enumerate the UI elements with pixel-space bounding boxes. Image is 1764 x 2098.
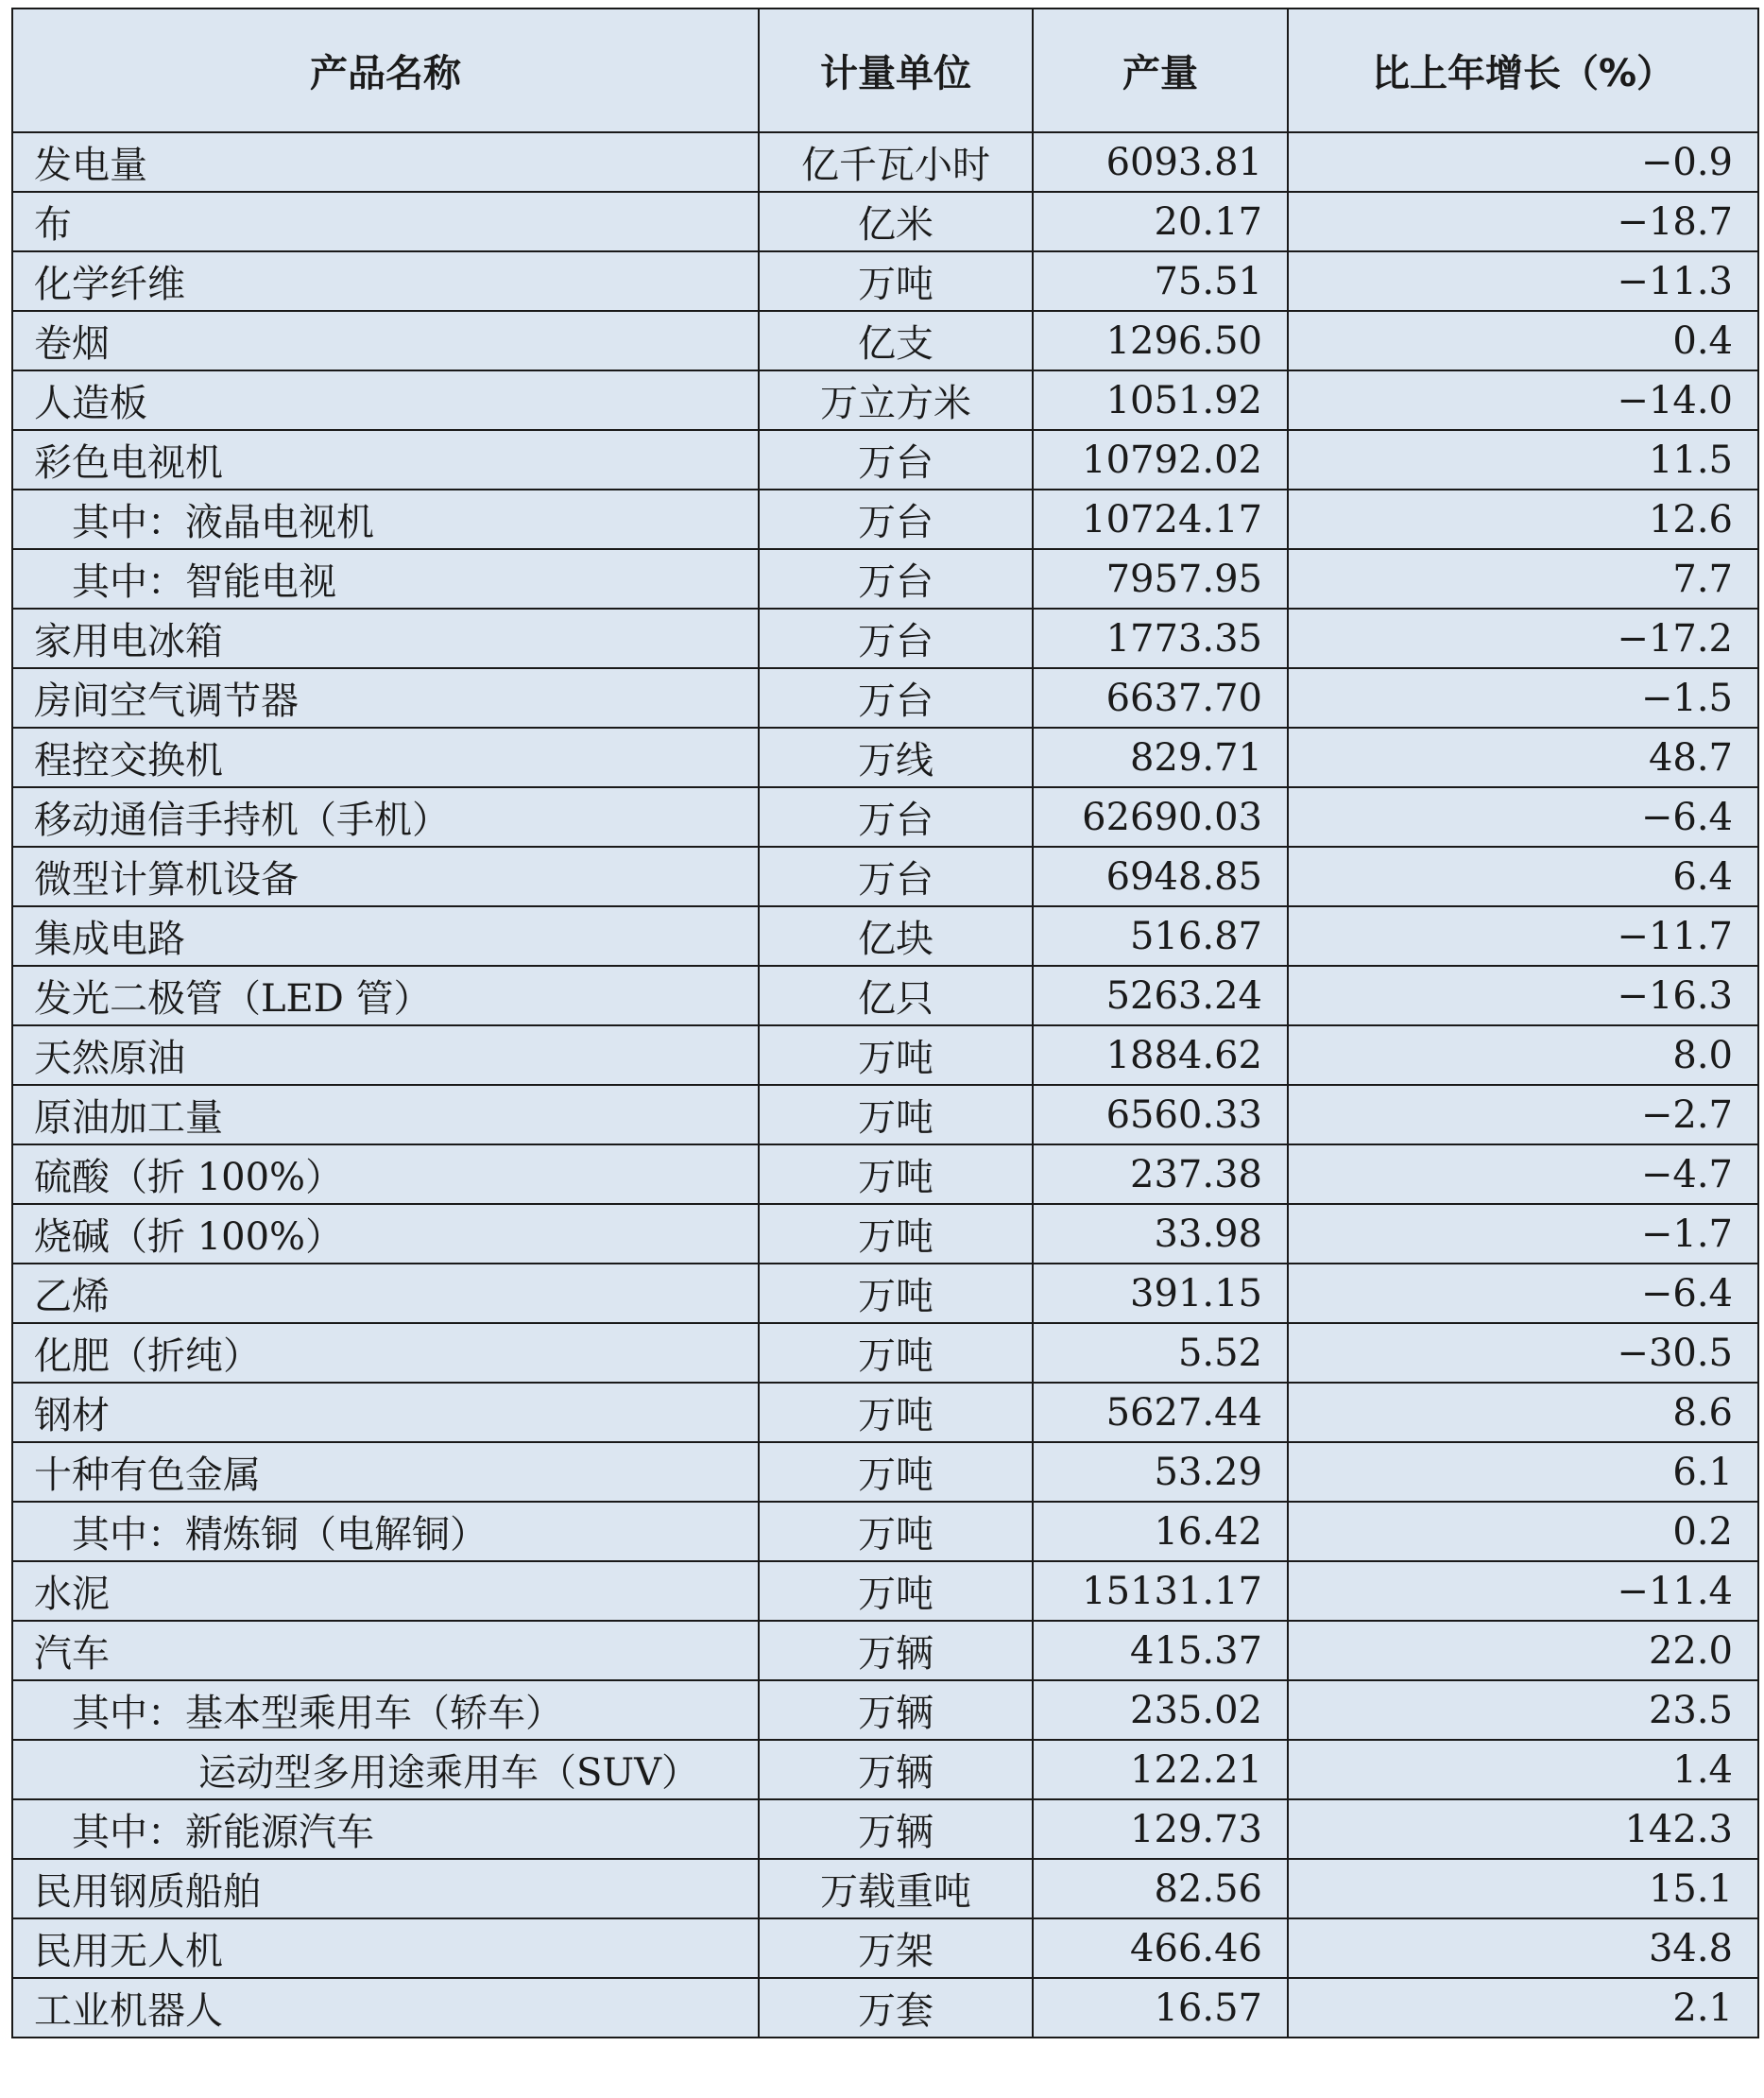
unit-cell: 万辆 (759, 1740, 1033, 1799)
unit-cell: 万台 (759, 668, 1033, 728)
table-body (12, 132, 1758, 2038)
growth-cell: 8.0 (1288, 1025, 1758, 1085)
growth-cell: 142.3 (1288, 1799, 1758, 1859)
growth-cell: −14.0 (1288, 370, 1758, 430)
output-cell: 5263.24 (1033, 966, 1288, 1025)
table-row (12, 1799, 1758, 1859)
table-row (12, 1025, 1758, 1085)
growth-cell: 22.0 (1288, 1621, 1758, 1680)
product-name-cell: 家用电冰箱 (12, 609, 759, 668)
unit-cell: 万吨 (759, 251, 1033, 311)
product-name-cell: 钢材 (12, 1383, 759, 1442)
table-row (12, 609, 1758, 668)
output-cell: 1773.35 (1033, 609, 1288, 668)
growth-cell: −1.7 (1288, 1204, 1758, 1264)
growth-cell: 1.4 (1288, 1740, 1758, 1799)
header-output: 产量 (1033, 9, 1288, 132)
table-row (12, 132, 1758, 192)
growth-cell: 11.5 (1288, 430, 1758, 490)
growth-cell: −6.4 (1288, 787, 1758, 847)
unit-cell: 万架 (759, 1918, 1033, 1978)
output-cell: 829.71 (1033, 728, 1288, 787)
header-unit: 计量单位 (759, 9, 1033, 132)
unit-cell: 亿支 (759, 311, 1033, 370)
product-name-cell: 民用无人机 (12, 1918, 759, 1978)
growth-cell: 2.1 (1288, 1978, 1758, 2038)
output-cell: 6560.33 (1033, 1085, 1288, 1144)
output-cell: 10792.02 (1033, 430, 1288, 490)
table-row (12, 847, 1758, 906)
growth-cell: 8.6 (1288, 1383, 1758, 1442)
table-row (12, 251, 1758, 311)
growth-cell: −4.7 (1288, 1144, 1758, 1204)
growth-cell: 48.7 (1288, 728, 1758, 787)
growth-cell: −6.4 (1288, 1264, 1758, 1323)
output-cell: 16.42 (1033, 1502, 1288, 1561)
output-cell: 235.02 (1033, 1680, 1288, 1740)
output-cell: 82.56 (1033, 1859, 1288, 1918)
product-name-cell: 乙烯 (12, 1264, 759, 1323)
table-header-row (12, 9, 1758, 132)
table-row (12, 966, 1758, 1025)
table-row (12, 1561, 1758, 1621)
output-cell: 7957.95 (1033, 549, 1288, 609)
unit-cell: 万吨 (759, 1204, 1033, 1264)
unit-cell: 万立方米 (759, 370, 1033, 430)
growth-cell: −11.3 (1288, 251, 1758, 311)
output-cell: 5.52 (1033, 1323, 1288, 1383)
product-name-cell: 彩色电视机 (12, 430, 759, 490)
product-name-cell: 移动通信手持机（手机） (12, 787, 759, 847)
product-name-cell: 卷烟 (12, 311, 759, 370)
product-name-cell: 工业机器人 (12, 1978, 759, 2038)
table-row (12, 549, 1758, 609)
output-cell: 1051.92 (1033, 370, 1288, 430)
unit-cell: 万吨 (759, 1144, 1033, 1204)
unit-cell: 万吨 (759, 1264, 1033, 1323)
unit-cell: 万辆 (759, 1680, 1033, 1740)
output-cell: 1296.50 (1033, 311, 1288, 370)
output-cell: 10724.17 (1033, 490, 1288, 549)
product-name-cell: 汽车 (12, 1621, 759, 1680)
table-row (12, 1442, 1758, 1502)
unit-cell: 万线 (759, 728, 1033, 787)
product-name-cell: 微型计算机设备 (12, 847, 759, 906)
unit-cell: 万吨 (759, 1502, 1033, 1561)
growth-cell: 34.8 (1288, 1918, 1758, 1978)
product-name-cell: 房间空气调节器 (12, 668, 759, 728)
table-row (12, 1144, 1758, 1204)
growth-cell: 12.6 (1288, 490, 1758, 549)
table-row (12, 1383, 1758, 1442)
growth-cell: −30.5 (1288, 1323, 1758, 1383)
growth-cell: −16.3 (1288, 966, 1758, 1025)
growth-cell: 23.5 (1288, 1680, 1758, 1740)
product-name-cell: 程控交换机 (12, 728, 759, 787)
growth-cell: −2.7 (1288, 1085, 1758, 1144)
output-cell: 5627.44 (1033, 1383, 1288, 1442)
unit-cell: 万台 (759, 490, 1033, 549)
unit-cell: 万辆 (759, 1621, 1033, 1680)
table-row (12, 430, 1758, 490)
table-row (12, 311, 1758, 370)
table-row (12, 1204, 1758, 1264)
unit-cell: 万台 (759, 549, 1033, 609)
growth-cell: −1.5 (1288, 668, 1758, 728)
growth-cell: 6.1 (1288, 1442, 1758, 1502)
output-cell: 62690.03 (1033, 787, 1288, 847)
unit-cell: 万吨 (759, 1323, 1033, 1383)
unit-cell: 亿块 (759, 906, 1033, 966)
output-cell: 6637.70 (1033, 668, 1288, 728)
output-cell: 75.51 (1033, 251, 1288, 311)
table-row (12, 490, 1758, 549)
unit-cell: 万套 (759, 1978, 1033, 2038)
table-row (12, 1680, 1758, 1740)
growth-cell: 0.4 (1288, 311, 1758, 370)
table-row (12, 1918, 1758, 1978)
output-cell: 415.37 (1033, 1621, 1288, 1680)
table-row (12, 1502, 1758, 1561)
product-name-cell: 运动型多用途乘用车（SUV） (12, 1740, 759, 1799)
table-row (12, 1859, 1758, 1918)
product-name-cell: 其中：精炼铜（电解铜） (12, 1502, 759, 1561)
unit-cell: 万台 (759, 430, 1033, 490)
table-row (12, 370, 1758, 430)
table-row (12, 728, 1758, 787)
output-cell: 6093.81 (1033, 132, 1288, 192)
table-row (12, 1740, 1758, 1799)
output-cell: 122.21 (1033, 1740, 1288, 1799)
growth-cell: 15.1 (1288, 1859, 1758, 1918)
product-name-cell: 布 (12, 192, 759, 251)
growth-cell: −0.9 (1288, 132, 1758, 192)
unit-cell: 亿米 (759, 192, 1033, 251)
unit-cell: 万载重吨 (759, 1859, 1033, 1918)
product-name-cell: 硫酸（折 100%） (12, 1144, 759, 1204)
table-row (12, 192, 1758, 251)
growth-cell: 6.4 (1288, 847, 1758, 906)
product-name-cell: 水泥 (12, 1561, 759, 1621)
product-name-cell: 发电量 (12, 132, 759, 192)
product-name-cell: 人造板 (12, 370, 759, 430)
growth-cell: −11.4 (1288, 1561, 1758, 1621)
output-cell: 129.73 (1033, 1799, 1288, 1859)
output-cell: 466.46 (1033, 1918, 1288, 1978)
product-name-cell: 化肥（折纯） (12, 1323, 759, 1383)
growth-cell: 7.7 (1288, 549, 1758, 609)
header-product-name: 产品名称 (12, 9, 759, 132)
product-output-table (11, 8, 1759, 2038)
unit-cell: 万台 (759, 609, 1033, 668)
unit-cell: 亿千瓦小时 (759, 132, 1033, 192)
unit-cell: 万吨 (759, 1442, 1033, 1502)
output-cell: 15131.17 (1033, 1561, 1288, 1621)
growth-cell: 0.2 (1288, 1502, 1758, 1561)
output-cell: 53.29 (1033, 1442, 1288, 1502)
product-name-cell: 其中：基本型乘用车（轿车） (12, 1680, 759, 1740)
table-row (12, 668, 1758, 728)
product-name-cell: 集成电路 (12, 906, 759, 966)
output-cell: 20.17 (1033, 192, 1288, 251)
growth-cell: −17.2 (1288, 609, 1758, 668)
growth-cell: −11.7 (1288, 906, 1758, 966)
unit-cell: 万台 (759, 847, 1033, 906)
product-name-cell: 原油加工量 (12, 1085, 759, 1144)
product-name-cell: 民用钢质船舶 (12, 1859, 759, 1918)
unit-cell: 万辆 (759, 1799, 1033, 1859)
table-row (12, 787, 1758, 847)
output-cell: 391.15 (1033, 1264, 1288, 1323)
output-cell: 516.87 (1033, 906, 1288, 966)
product-name-cell: 发光二极管（LED 管） (12, 966, 759, 1025)
unit-cell: 万台 (759, 787, 1033, 847)
output-cell: 16.57 (1033, 1978, 1288, 2038)
output-cell: 6948.85 (1033, 847, 1288, 906)
product-name-cell: 其中：新能源汽车 (12, 1799, 759, 1859)
product-name-cell: 烧碱（折 100%） (12, 1204, 759, 1264)
table-row (12, 1323, 1758, 1383)
output-cell: 237.38 (1033, 1144, 1288, 1204)
growth-cell: −18.7 (1288, 192, 1758, 251)
unit-cell: 亿只 (759, 966, 1033, 1025)
product-name-cell: 天然原油 (12, 1025, 759, 1085)
product-name-cell: 其中：液晶电视机 (12, 490, 759, 549)
table-row (12, 1621, 1758, 1680)
unit-cell: 万吨 (759, 1383, 1033, 1442)
table-row (12, 1264, 1758, 1323)
product-name-cell: 化学纤维 (12, 251, 759, 311)
table-row (12, 1978, 1758, 2038)
unit-cell: 万吨 (759, 1025, 1033, 1085)
table-row (12, 906, 1758, 966)
output-cell: 1884.62 (1033, 1025, 1288, 1085)
table-row (12, 1085, 1758, 1144)
header-growth: 比上年增长（%） (1288, 9, 1758, 132)
output-cell: 33.98 (1033, 1204, 1288, 1264)
unit-cell: 万吨 (759, 1085, 1033, 1144)
product-name-cell: 其中：智能电视 (12, 549, 759, 609)
unit-cell: 万吨 (759, 1561, 1033, 1621)
product-name-cell: 十种有色金属 (12, 1442, 759, 1502)
